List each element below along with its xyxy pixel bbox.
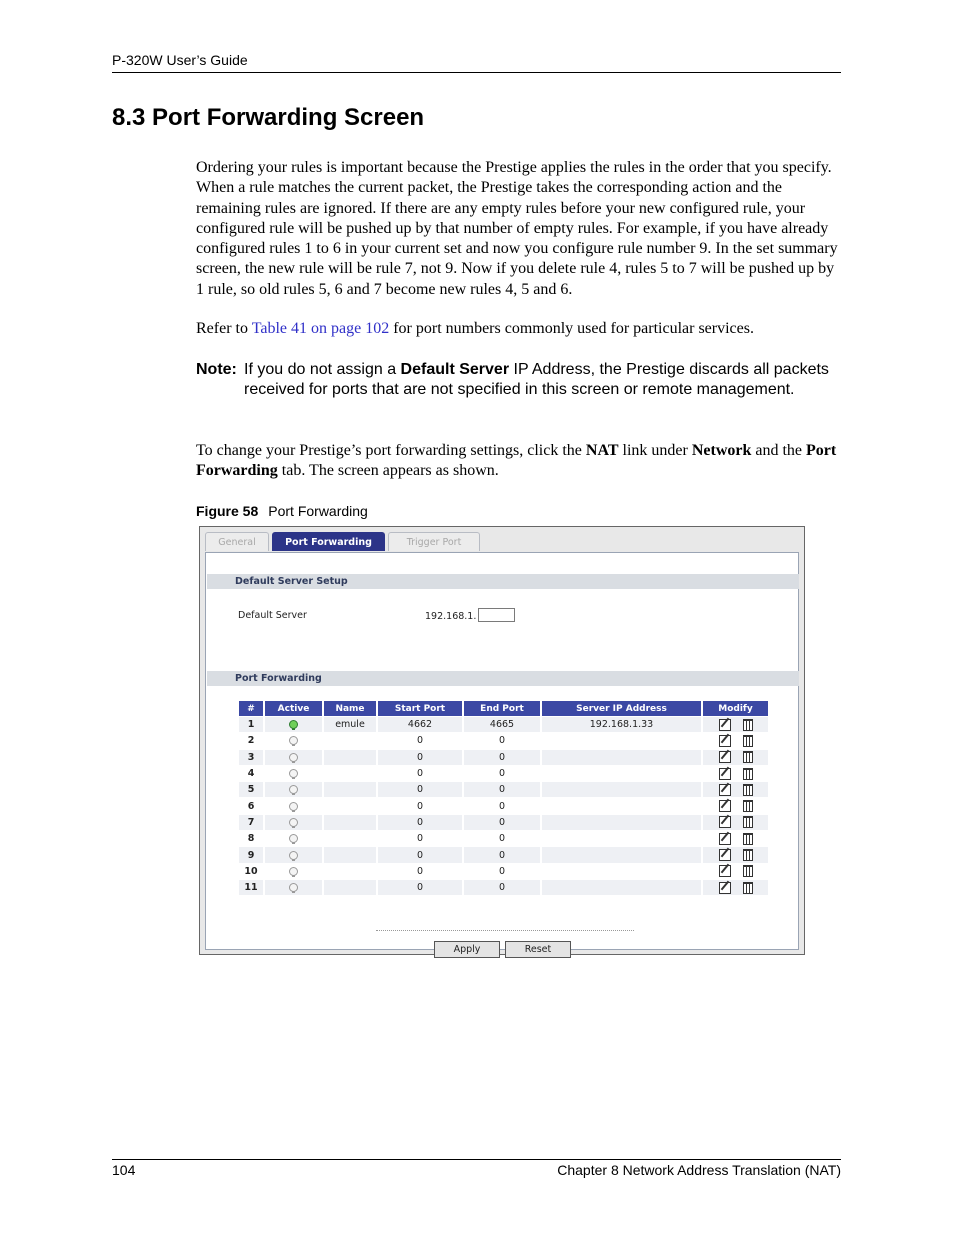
modify-cell <box>703 847 768 862</box>
start-port: 0 <box>416 865 424 877</box>
rule-name <box>324 831 376 846</box>
footer-rule <box>112 1159 841 1160</box>
p3-e: and the <box>751 442 807 459</box>
rule-name <box>324 864 376 879</box>
trash-icon[interactable] <box>743 882 753 894</box>
server-ip <box>542 766 701 781</box>
p3-a: To change your Prestige’s port forwarding settings, click the <box>196 442 586 459</box>
port-forwarding-table <box>237 700 770 896</box>
p3-d: Network <box>691 442 752 459</box>
tab-port-forwarding[interactable]: Port Forwarding <box>272 532 385 551</box>
start-port: 0 <box>416 833 424 845</box>
table-row <box>239 750 768 765</box>
active-cell <box>265 766 322 781</box>
rule-name: emule <box>324 717 376 732</box>
refer-text-after: for port numbers commonly used for particular services. <box>389 320 754 337</box>
trash-icon[interactable] <box>743 816 753 828</box>
rule-number: 9 <box>239 847 263 862</box>
start-port: 4662 <box>378 717 462 732</box>
end-port: 0 <box>498 735 506 747</box>
paragraph-refer-table <box>196 319 846 339</box>
bulb-off-icon <box>289 834 298 843</box>
active-cell <box>265 717 322 732</box>
col-header-number: # <box>239 701 263 716</box>
trash-icon[interactable] <box>743 751 753 763</box>
server-ip: 192.168.1.33 <box>542 717 701 732</box>
bulb-on-icon <box>289 720 298 729</box>
end-port: 0 <box>464 782 540 797</box>
table-41-link[interactable]: Table 41 on page 102 <box>251 320 390 337</box>
trash-icon[interactable] <box>743 735 753 747</box>
start-port: 0 <box>378 847 462 862</box>
edit-icon[interactable] <box>719 816 731 828</box>
modify-cell <box>703 880 768 895</box>
active-cell <box>265 782 322 797</box>
end-port: 0 <box>464 847 540 862</box>
bulb-off-icon <box>289 802 298 811</box>
note-body <box>244 360 836 401</box>
server-ip <box>542 864 701 879</box>
trash-icon[interactable] <box>743 768 753 780</box>
default-server-setup-heading: Default Server Setup <box>207 574 799 589</box>
trash-icon[interactable] <box>743 865 753 877</box>
modify-cell <box>703 717 768 732</box>
edit-icon[interactable] <box>719 719 731 731</box>
server-ip <box>542 750 701 765</box>
p3-c: link under <box>618 442 692 459</box>
modify-cell <box>703 782 768 797</box>
table-header-row <box>239 701 768 716</box>
section-title: 8.3 Port Forwarding Screen <box>112 104 425 131</box>
default-server-ip-input[interactable] <box>478 608 515 622</box>
rule-name <box>324 733 376 748</box>
rule-number: 10 <box>244 865 258 877</box>
modify-cell <box>703 831 768 846</box>
p3-b: NAT <box>585 442 619 459</box>
col-header-start-port: Start Port <box>378 701 462 716</box>
edit-icon[interactable] <box>719 735 731 747</box>
col-header-end-port: End Port <box>464 701 540 716</box>
col-header-server-ip: Server IP Address <box>542 701 701 716</box>
rule-name <box>324 815 376 830</box>
tab-trigger-port[interactable]: Trigger Port <box>388 532 480 551</box>
table-row <box>239 815 768 830</box>
table-row <box>239 798 768 813</box>
server-ip <box>542 782 701 797</box>
rule-number: 5 <box>239 782 263 797</box>
server-ip <box>542 880 701 895</box>
modify-cell <box>703 766 768 781</box>
rule-name <box>324 798 376 813</box>
rule-number: 2 <box>247 735 255 747</box>
end-port: 0 <box>464 815 540 830</box>
active-cell <box>265 750 322 765</box>
paragraph-change-settings <box>196 441 846 482</box>
table-row <box>239 880 768 895</box>
rule-name <box>324 766 376 781</box>
trash-icon[interactable] <box>743 833 753 845</box>
figure-number: Figure 58 <box>196 503 259 519</box>
start-port: 0 <box>378 782 462 797</box>
edit-icon[interactable] <box>719 751 731 763</box>
active-cell <box>265 880 322 895</box>
paragraph-rule-ordering: Ordering your rules is important because the Prestige applies the rules in the order that you specify. When a rule matches the current packet, the Prestige takes the corresponding action and the remaining rules are ignored. If there are any empty rules before your new configured rule, your configured rule will be pushed up by that number of empty rules. For example, if you have already configured rules 1 to 6 in your current set and now you configure rule number 9. In the set summary screen, the new rule will be rule 7, not 9. Now if you delete rule 4, rules 5 to 7 will be pushed up by 1 rule, so old rules 5, 6 and 7 become new rules 4, 5 and 6. <box>196 159 838 298</box>
rule-number: 6 <box>247 800 255 812</box>
table-row <box>239 847 768 862</box>
table-row <box>239 717 768 732</box>
rule-number: 1 <box>239 717 263 732</box>
rule-name <box>324 782 376 797</box>
table-row <box>239 766 768 781</box>
server-ip <box>542 847 701 862</box>
chapter-title: Chapter 8 Network Address Translation (NAT) <box>557 1162 841 1178</box>
modify-cell <box>703 750 768 765</box>
table-row <box>239 831 768 846</box>
trash-icon[interactable] <box>743 784 753 796</box>
active-cell <box>265 864 322 879</box>
active-cell <box>265 831 322 846</box>
active-cell <box>265 847 322 862</box>
modify-cell <box>703 864 768 879</box>
end-port: 0 <box>498 768 506 780</box>
port-forwarding-screenshot <box>199 526 805 955</box>
note-block <box>196 360 836 401</box>
port-forwarding-heading: Port Forwarding <box>207 671 799 686</box>
rule-number: 4 <box>247 768 255 780</box>
p3-f: Port Forwarding <box>196 442 837 480</box>
rule-number: 7 <box>239 815 263 830</box>
bulb-off-icon <box>289 769 298 778</box>
rule-number: 8 <box>247 833 255 845</box>
page-number: 104 <box>112 1162 136 1178</box>
p3-g: tab. The screen appears as shown. <box>277 462 499 480</box>
col-header-name: Name <box>324 701 376 716</box>
edit-icon[interactable] <box>719 882 731 894</box>
note-label: Note: <box>196 361 237 378</box>
rule-name <box>324 847 376 862</box>
note-text-c: IP Address, the Prestige discards all packets received for ports that are not specified in this screen or remote management. <box>244 361 829 399</box>
reset-button[interactable]: Reset <box>505 941 571 958</box>
bulb-off-icon <box>289 867 298 876</box>
active-cell <box>265 815 322 830</box>
start-port: 0 <box>378 880 462 895</box>
end-port: 0 <box>464 880 540 895</box>
note-text-b: Default Server <box>400 361 510 378</box>
col-header-modify: Modify <box>703 701 768 716</box>
table-body <box>239 717 768 895</box>
end-port: 0 <box>498 865 506 877</box>
refer-text-before: Refer to <box>196 320 252 337</box>
trash-icon[interactable] <box>743 719 753 731</box>
active-cell <box>265 798 322 813</box>
note-text-a: If you do not assign a <box>244 361 401 378</box>
tab-content-panel <box>205 552 799 955</box>
bulb-off-icon <box>289 753 298 762</box>
end-port: 0 <box>464 750 540 765</box>
bulb-off-icon <box>289 851 298 860</box>
bulb-off-icon <box>289 785 298 794</box>
trash-icon[interactable] <box>743 800 753 812</box>
edit-icon[interactable] <box>719 865 731 877</box>
edit-icon[interactable] <box>719 784 731 796</box>
start-port: 0 <box>416 735 424 747</box>
edit-icon[interactable] <box>719 768 731 780</box>
server-ip <box>542 815 701 830</box>
default-server-ip-prefix: 192.168.1. <box>425 611 477 622</box>
bulb-off-icon <box>289 883 298 892</box>
tab-general[interactable]: General <box>205 532 269 551</box>
rule-number: 3 <box>239 750 263 765</box>
col-header-active: Active <box>265 701 322 716</box>
header-rule <box>112 72 841 73</box>
default-server-label: Default Server <box>238 610 307 621</box>
rule-name <box>324 880 376 895</box>
start-port: 0 <box>416 768 424 780</box>
modify-cell <box>703 798 768 813</box>
table-row <box>239 733 768 748</box>
start-port: 0 <box>378 750 462 765</box>
bulb-off-icon <box>289 736 298 745</box>
table-row <box>239 864 768 879</box>
server-ip <box>542 798 701 813</box>
apply-button[interactable]: Apply <box>434 941 500 958</box>
server-ip <box>542 733 701 748</box>
modify-cell <box>703 815 768 830</box>
start-port: 0 <box>416 800 424 812</box>
end-port: 0 <box>498 800 506 812</box>
start-port: 0 <box>378 815 462 830</box>
figure-caption <box>196 503 368 519</box>
end-port: 0 <box>498 833 506 845</box>
running-header: P-320W User’s Guide <box>112 52 248 68</box>
rule-number: 11 <box>239 880 263 895</box>
table-row <box>239 782 768 797</box>
modify-cell <box>703 733 768 748</box>
trash-icon[interactable] <box>743 849 753 861</box>
end-port: 4665 <box>464 717 540 732</box>
bulb-off-icon <box>289 818 298 827</box>
figure-title: Port Forwarding <box>268 503 368 519</box>
rule-name <box>324 750 376 765</box>
edit-icon[interactable] <box>719 849 731 861</box>
server-ip <box>542 831 701 846</box>
active-cell <box>265 733 322 748</box>
edit-icon[interactable] <box>719 800 731 812</box>
edit-icon[interactable] <box>719 833 731 845</box>
dotted-separator <box>376 930 634 931</box>
